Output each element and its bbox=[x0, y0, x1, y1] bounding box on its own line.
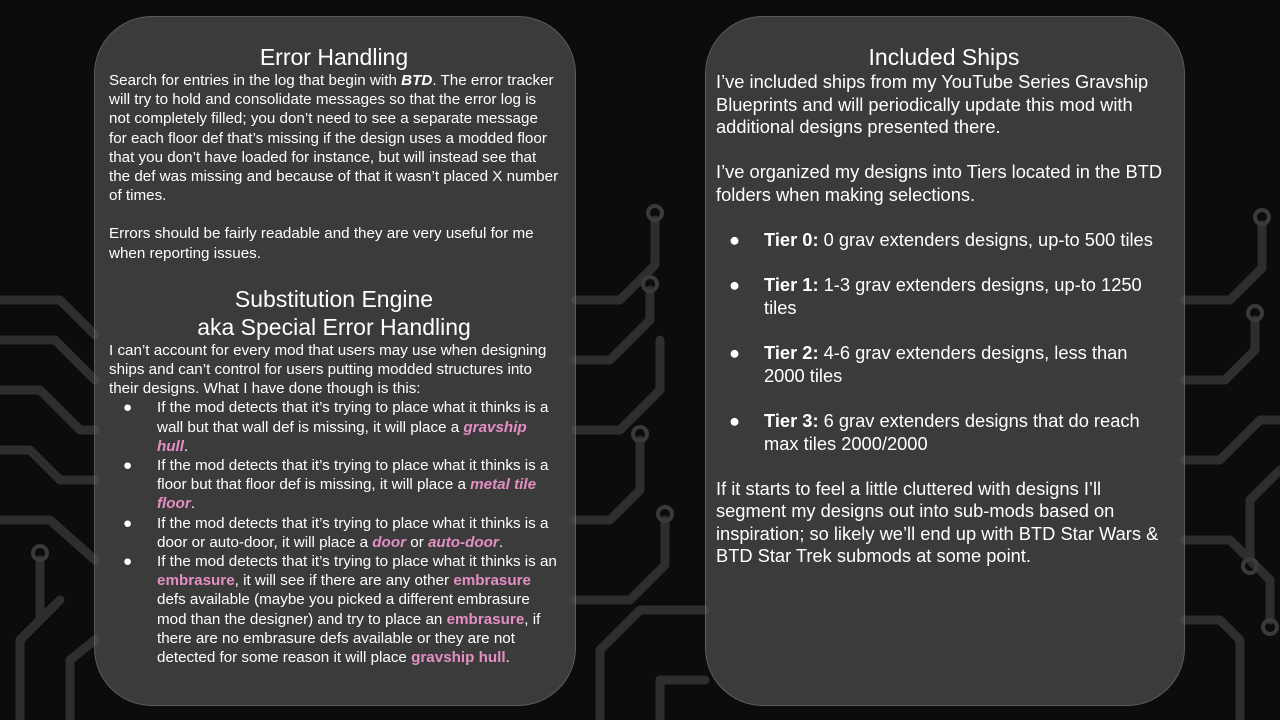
bullet-icon: ● bbox=[123, 553, 133, 571]
highlight-embrasure: embrasure bbox=[446, 610, 525, 628]
tier-item bbox=[716, 274, 1172, 319]
submods-paragraph: If it starts to feel a little cluttered with designs I’ll segment my designs out into sub-mods based on inspiration; so likely we’ll end up with BTD Star Wars & BTD Star Trek submods at some point. bbox=[716, 477, 1159, 567]
included-ships-title: Included Ships bbox=[868, 44, 1020, 70]
highlight-metal-tile-floor: metal tile floor bbox=[157, 476, 537, 513]
bullet-icon: ● bbox=[729, 274, 741, 296]
list-item bbox=[109, 456, 559, 514]
tier-description: 4-6 grav extenders designs, less than 2000 tiles bbox=[764, 342, 1128, 386]
highlight-embrasure: embrasure bbox=[157, 572, 235, 590]
text-run: or bbox=[406, 533, 428, 551]
list-item bbox=[109, 552, 559, 667]
text-run: If the mod detects that it’s trying to place what it thinks is a door or auto-door, it will place a bbox=[157, 514, 549, 551]
bullet-icon: ● bbox=[729, 409, 741, 431]
substitution-engine-title: Substitution Engine bbox=[234, 285, 434, 312]
left-panel-content bbox=[109, 43, 559, 667]
substitution-engine-subtitle: aka Special Error Handling bbox=[197, 313, 471, 340]
list-item bbox=[109, 514, 559, 552]
highlight-gravship-hull: gravship hull bbox=[157, 418, 527, 455]
text-run: Search for entries in the log that begin with bbox=[109, 72, 402, 89]
text-run: . bbox=[505, 649, 510, 667]
included-ships-panel bbox=[705, 16, 1185, 706]
included-ships-intro: I’ve included ships from my YouTube Series Gravship Blueprints and will periodically update this mod with additional designs presented there. bbox=[716, 71, 1149, 138]
tier-list bbox=[716, 229, 1172, 455]
error-handling-paragraph bbox=[109, 71, 559, 205]
substitution-rules-list bbox=[109, 398, 559, 667]
text-run: If the mod detects that it’s trying to place what it thinks is a wall but that wall def is missing, it will place a bbox=[157, 399, 549, 436]
highlight-door: door bbox=[372, 533, 407, 551]
bullet-icon: ● bbox=[729, 229, 741, 251]
text-run: . bbox=[184, 437, 189, 455]
tier-description: 6 grav extenders designs that do reach max tiles 2000/2000 bbox=[764, 409, 1140, 454]
highlight-gravship-hull: gravship hull bbox=[411, 649, 506, 667]
tier-description: 0 grav extenders designs, up-to 500 tiles bbox=[818, 229, 1153, 251]
text-run: . The error tracker will try to hold and consolidate messages so that the error log is not completely filled; you don’t need to see a separate message for each floor def that’s missing if the design uses a modded floor that you don’t have loaded for instance, but will instead see that the def was missing and because of that it wasn’t placed X number of times. bbox=[109, 72, 559, 205]
tier-item bbox=[716, 342, 1172, 387]
text-run: . bbox=[498, 533, 504, 551]
tier-label: Tier 1: bbox=[764, 274, 819, 296]
tier-label: Tier 0: bbox=[764, 229, 819, 251]
error-handling-panel bbox=[94, 16, 576, 706]
text-run: If the mod detects that it’s trying to place what it thinks is an bbox=[157, 553, 557, 571]
text-run: If the mod detects that it’s trying to place what it thinks is a floor but that floor def is missing, it will place a bbox=[157, 457, 549, 494]
highlight-embrasure: embrasure bbox=[453, 572, 531, 590]
error-handling-title: Error Handling bbox=[259, 44, 409, 70]
text-run: , it will see if there are any other bbox=[234, 572, 454, 590]
tiers-intro: I’ve organized my designs into Tiers located in the BTD folders when making selections. bbox=[716, 161, 1163, 205]
list-item bbox=[109, 398, 559, 456]
bullet-icon: ● bbox=[729, 342, 741, 364]
text-run: defs available (maybe you picked a different embrasure mod than the designer) and try to place an bbox=[157, 591, 530, 628]
errors-readable-paragraph: Errors should be fairly readable and they are very useful for me when reporting issues. bbox=[109, 225, 534, 262]
bullet-icon: ● bbox=[123, 457, 133, 475]
tier-description: 1-3 grav extenders designs, up-to 1250 tiles bbox=[764, 274, 1142, 318]
highlight-auto-door: auto-door bbox=[427, 533, 499, 551]
text-run: , if there are no embrasure defs available or they are not detected for some reason it will place bbox=[157, 610, 541, 667]
tier-item bbox=[716, 229, 1172, 252]
bullet-icon: ● bbox=[123, 399, 133, 417]
tier-label: Tier 2: bbox=[764, 342, 819, 364]
tier-item bbox=[716, 410, 1172, 455]
substitution-intro: I can’t account for every mod that users may use when designing ships and can’t control for users putting modded structures into their designs. What I have done though is this: bbox=[109, 341, 547, 398]
tier-label: Tier 3: bbox=[764, 409, 819, 431]
text-run: . bbox=[190, 495, 195, 513]
bullet-icon: ● bbox=[123, 514, 133, 532]
right-panel-content bbox=[716, 43, 1172, 568]
btd-prefix: BTD bbox=[401, 72, 433, 89]
